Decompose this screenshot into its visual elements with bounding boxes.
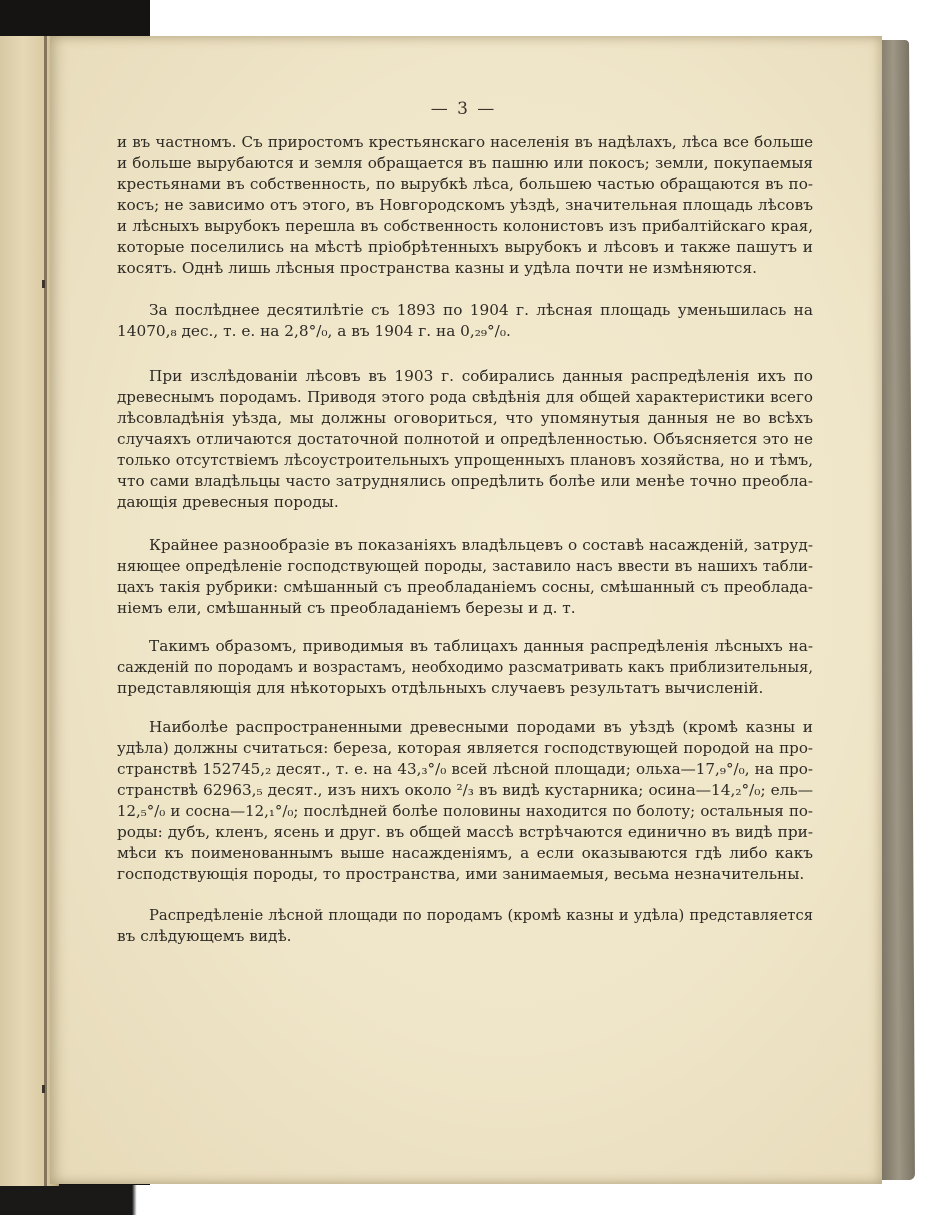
text-line: крестьянами въ собственность, по вырубкѣ лѣса, большею частью обращаются въ по-: [117, 175, 813, 193]
paragraph: [117, 636, 813, 699]
text-line: Распредѣленіе лѣсной площади по породамъ (кромѣ казны и удѣла) представляется: [149, 907, 813, 924]
text-line: древеснымъ породамъ. Приводя этого рода свѣдѣнія для общей характеристики всего: [117, 388, 813, 406]
page-number: — 3 —: [430, 99, 497, 119]
text-line: сажденій по породамъ и возрастамъ, необходимо разсматривать какъ приблизительныя,: [117, 659, 813, 676]
book-spine: [44, 36, 47, 1186]
text-line: дающія древесныя породы.: [117, 493, 339, 511]
paragraph: [117, 535, 813, 619]
text-line: и больше вырубаются и земля обращается въ пашню или покосъ; земли, покупаемыя: [117, 154, 813, 172]
paragraph: [117, 905, 813, 947]
text-line: 14070,₈ дес., т. е. на 2,8°/₀, а въ 1904 г. на 0,₂₉°/₀.: [117, 322, 511, 340]
text-line: странствѣ 62963,₅ десят., изъ нихъ около ²/₃ въ видѣ кустарника; осина—14,₂°/₀; ель—: [117, 781, 813, 799]
paragraph: [117, 717, 813, 885]
margin-mark: [42, 280, 45, 288]
background-top: [150, 0, 943, 40]
text-line: При изслѣдованіи лѣсовъ въ 1903 г. собирались данныя распредѣленія ихъ по: [149, 367, 813, 385]
text-line: 12,₅°/₀ и сосна—12,₁°/₀; послѣдней болѣе половины находится по болоту; остальныя по-: [117, 802, 813, 820]
paragraph: [117, 300, 813, 342]
text-line: что сами владѣльцы часто затруднялись опредѣлить болѣе или менѣе точно преобла-: [117, 472, 813, 490]
text-line: представляющія для нѣкоторыхъ отдѣльныхъ случаевъ результатъ вычисленій.: [117, 679, 764, 697]
text-line: которые поселились на мѣстѣ пріобрѣтенныхъ вырубокъ и лѣсовъ и также пашутъ и: [117, 238, 813, 256]
text-line: косъ; не зависимо отъ этого, въ Новгородскомъ уѣздѣ, значительная площадь лѣсовъ: [117, 196, 813, 214]
text-line: няющее опредѣленіе господствующей породы, заставило насъ ввести въ нашихъ табли-: [117, 558, 813, 575]
text-line: За послѣднее десятилѣтіе съ 1893 по 1904 г. лѣсная площадь уменьшилась на: [149, 301, 813, 319]
text-line: господствующія породы, то пространства, ими занимаемыя, весьма незначительны.: [117, 865, 805, 883]
text-line: только отсутствіемъ лѣсоустроительныхъ упрощенныхъ плановъ хозяйства, но и тѣмъ,: [117, 451, 813, 469]
text-line: ніемъ ели, смѣшанный съ преобладаніемъ березы и д. т.: [117, 599, 576, 617]
text-line: Такимъ образомъ, приводимыя въ таблицахъ данныя распредѣленія лѣсныхъ на-: [149, 637, 813, 655]
text-line: Крайнее разнообразіе въ показаніяхъ владѣльцевъ о составѣ насажденій, затруд-: [149, 536, 813, 554]
margin-mark: [42, 1085, 45, 1093]
text-line: роды: дубъ, кленъ, ясень и друг. въ общей массѣ встрѣчаются единично въ видѣ при-: [117, 823, 813, 841]
text-line: Наиболѣе распространенными древесными породами въ уѣздѣ (кромѣ казны и: [149, 718, 813, 736]
text-line: мѣси къ поименованнымъ выше насажденіямъ, а если оказываются гдѣ либо какъ: [117, 844, 813, 862]
paragraph: [117, 132, 813, 279]
text-line: удѣла) должны считаться: береза, которая является господствующей породой на про-: [117, 739, 813, 757]
text-line: косятъ. Однѣ лишь лѣсныя пространства казны и удѣла почти не измѣняются.: [117, 259, 757, 277]
text-line: странствѣ 152745,₂ десят., т. е. на 43,₃°/₀ всей лѣсной площади; ольха—17,₉°/₀, на про-: [117, 760, 813, 778]
text-line: случаяхъ отличаются достаточной полнотой и опредѣленностью. Объясняется это не: [117, 430, 813, 448]
text-line: цахъ такія рубрики: смѣшанный съ преобладаніемъ сосны, смѣшанный съ преоблада-: [117, 578, 813, 596]
text-line: лѣсовладѣнія уѣзда, мы должны оговориться, что упомянутыя данныя не во всѣхъ: [117, 409, 813, 427]
text-line: и лѣсныхъ вырубокъ перешла въ собственность колонистовъ изъ прибалтійскаго края,: [117, 217, 813, 235]
text-line: и въ частномъ. Съ приростомъ крестьянскаго населенія въ надѣлахъ, лѣса все больше: [117, 133, 813, 151]
text-line: въ слѣдующемъ видѣ.: [117, 927, 292, 945]
paragraph: [117, 366, 813, 513]
background-bottom: [0, 1185, 943, 1215]
